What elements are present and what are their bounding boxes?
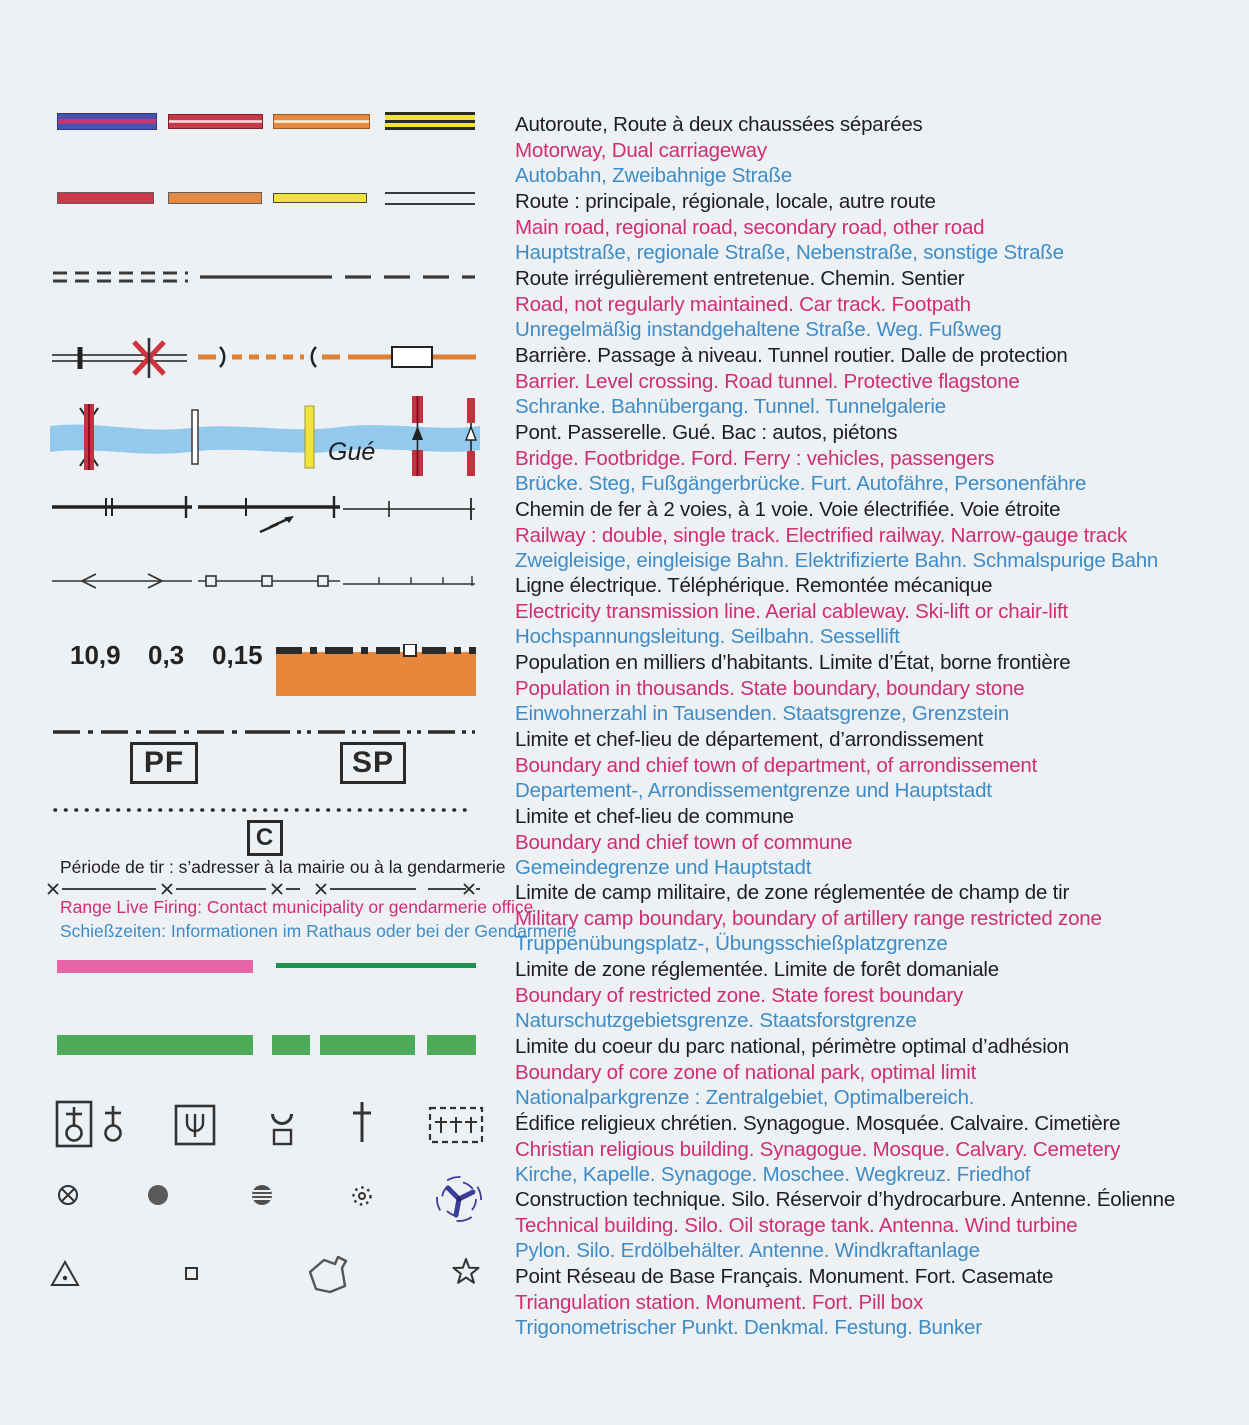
firing-notice-fr: Période de tir : s’adresser à la mairie ou à la gendarmerie — [60, 857, 506, 877]
entry-16-fr: Point Réseau de Base Français. Monument. Fort. Casemate — [515, 1265, 1054, 1288]
entry-15-fr: Construction technique. Silo. Réservoir d’hydrocarbure. Antenne. Éolienne — [515, 1188, 1176, 1211]
other-road-icon — [385, 192, 475, 205]
fort-icon — [308, 1255, 350, 1295]
c-box — [247, 820, 283, 856]
entry-4-fr: Barrière. Passage à niveau. Tunnel routier. Dalle de protection — [515, 344, 1068, 367]
antenna-icon — [350, 1184, 374, 1208]
commune-boundary-icon — [53, 806, 475, 814]
boundary-stone-icon — [404, 644, 416, 656]
protective-flagstone-icon — [348, 344, 476, 370]
legend-entry-11 — [515, 880, 1102, 957]
population-number-1: 10,9 — [70, 640, 121, 670]
dual-yellow-road-icon — [385, 112, 475, 130]
entry-1-en: Motorway, Dual carriageway — [515, 138, 767, 162]
entry-14-fr: Édifice religieux chrétien. Synagogue. Mosquée. Calvaire. Cimetière — [515, 1112, 1121, 1135]
entry-5-en: Bridge. Footbridge. Ford. Ferry : vehicles, passengers — [515, 446, 995, 470]
state-forest-icon — [276, 963, 476, 968]
railway-narrow-gauge-icon — [343, 498, 475, 522]
footbridge-icon — [192, 410, 198, 464]
entry-6-de: Zweigleisige, eingleisige Bahn. Elektrifizierte Bahn. Schmalspurige Bahn — [515, 549, 1159, 573]
footpath-icon — [345, 274, 475, 280]
ford-label: Gué — [328, 438, 376, 466]
river-crossings-icon — [50, 396, 480, 476]
legend-entry-3 — [515, 266, 1002, 343]
mosque-icon — [266, 1102, 300, 1148]
firing-notice-de: Schießzeiten: Informationen im Rathaus oder bei der Gendarmerie — [60, 921, 577, 941]
railway-electrified-icon — [198, 496, 340, 536]
restricted-zone-icon — [57, 960, 253, 973]
entry-2-en: Main road, regional road, secondary road, other road — [515, 215, 985, 239]
car-track-icon — [200, 274, 332, 280]
park-optimal-dash-3 — [427, 1035, 476, 1055]
entry-15-de: Pylon. Silo. Erdölbehälter. Antenne. Windkraftanlage — [515, 1239, 980, 1263]
population-number-2: 0,3 — [148, 640, 185, 670]
road-tunnel-icon — [198, 344, 340, 370]
calvary-icon — [352, 1102, 372, 1144]
dual-orange-road-icon — [273, 114, 370, 129]
ford-icon — [305, 406, 314, 468]
level-crossing-x-icon — [134, 338, 164, 378]
park-optimal-dash-1 — [272, 1035, 310, 1055]
dual-red-road-icon — [168, 114, 263, 129]
secondary-road-icon — [273, 193, 367, 203]
lightning-arrow — [260, 516, 294, 532]
triangulation-icon — [50, 1260, 80, 1288]
entry-12-fr: Limite de zone réglementée. Limite de forêt domaniale — [515, 958, 999, 981]
entry-8-fr: Population en milliers d’habitants. Limite d’État, borne frontière — [515, 651, 1071, 674]
regional-road-icon — [168, 192, 262, 204]
railway-double-icon — [52, 496, 192, 522]
unmaintained-road-icon — [53, 270, 188, 284]
entry-6-fr: Chemin de fer à 2 voies, à 1 voie. Voie électrifiée. Voie étroite — [515, 498, 1061, 521]
legend-entry-2 — [515, 189, 1064, 266]
legend-entry-15 — [515, 1187, 1175, 1264]
oil-tank-icon — [250, 1183, 274, 1207]
entry-1-de: Autobahn, Zweibahnige Straße — [515, 164, 793, 188]
entry-11-fr: Limite de camp militaire, de zone réglementée de champ de tir — [515, 881, 1070, 904]
entry-3-de: Unregelmäßig instandgehaltene Straße. Weg. Fußweg — [515, 318, 1002, 342]
entry-2-fr: Route : principale, régionale, locale, autre route — [515, 190, 936, 213]
entry-9-en: Boundary and chief town of department, of arrondissement — [515, 753, 1038, 777]
entry-9-de: Departement-, Arrondissementgrenze und Hauptstadt — [515, 779, 992, 803]
legend-entry-4 — [515, 343, 1068, 420]
entry-16-de: Trigonometrischer Punkt. Denkmal. Festung. Bunker — [515, 1316, 982, 1340]
entry-15-en: Technical building. Silo. Oil storage tank. Antenna. Wind turbine — [515, 1213, 1078, 1237]
legend-entry-10 — [515, 804, 852, 881]
legend-entry-9 — [515, 727, 1037, 804]
legend-entry-1 — [515, 112, 923, 189]
legend-entry-13 — [515, 1034, 1069, 1111]
skilift-icon — [343, 574, 475, 588]
entry-10-fr: Limite et chef-lieu de commune — [515, 805, 794, 828]
monument-icon — [184, 1266, 200, 1282]
entry-8-de: Einwohnerzahl in Tausenden. Staatsgrenze, Grenzstein — [515, 702, 1010, 726]
pylon-icon — [56, 1183, 80, 1207]
entry-13-fr: Limite du coeur du parc national, périmètre optimal d’adhésion — [515, 1035, 1069, 1058]
entry-7-en: Electricity transmission line. Aerial cableway. Ski-lift or chair-lift — [515, 599, 1068, 623]
synagogue-icon — [174, 1104, 218, 1148]
population-number-3: 0,15 — [212, 640, 263, 670]
pf-label: PF — [143, 746, 185, 779]
entry-7-de: Hochspannungsleitung. Seilbahn. Sessellift — [515, 625, 900, 649]
power-line-icon — [52, 572, 192, 590]
entry-9-fr: Limite et chef-lieu de département, d’arrondissement — [515, 728, 984, 751]
entry-4-en: Barrier. Level crossing. Road tunnel. Protective flagstone — [515, 369, 1020, 393]
entry-10-en: Boundary and chief town of commune — [515, 830, 853, 854]
entry-8-en: Population in thousands. State boundary, boundary stone — [515, 676, 1025, 700]
entry-5-fr: Pont. Passerelle. Gué. Bac : autos, piétons — [515, 421, 898, 444]
entry-1-fr: Autoroute, Route à deux chaussées séparées — [515, 113, 923, 136]
entry-6-en: Railway : double, single track. Electrified railway. Narrow-gauge track — [515, 523, 1128, 547]
entry-13-de: Nationalparkgrenze : Zentralgebiet, Optimalbereich. — [515, 1086, 975, 1110]
state-boundary-icon — [276, 644, 476, 696]
ferry-passengers-icon — [466, 398, 476, 476]
entry-5-de: Brücke. Steg, Fußgängerbrücke. Furt. Autofähre, Personenfähre — [515, 472, 1087, 496]
cableway-icon — [198, 572, 340, 590]
firing-notice-en: Range Live Firing: Contact municipality or gendarmerie office — [60, 897, 534, 917]
motorway-band-icon — [57, 113, 157, 130]
entry-12-en: Boundary of restricted zone. State forest boundary — [515, 983, 964, 1007]
entry-2-de: Hauptstraße, regionale Straße, Nebenstraße, sonstige Straße — [515, 241, 1064, 265]
sp-box — [340, 742, 406, 784]
legend-entry-7 — [515, 573, 1068, 650]
barrier-and-level-crossing-icon — [52, 338, 192, 378]
entry-13-en: Boundary of core zone of national park, optimal limit — [515, 1060, 977, 1084]
entry-3-en: Road, not regularly maintained. Car track. Footpath — [515, 292, 971, 316]
cemetery-icon — [428, 1104, 486, 1146]
wind-turbine-icon — [432, 1172, 486, 1226]
main-road-icon — [57, 192, 154, 204]
entry-11-de: Truppenübungsplatz-, Übungsschießplatzgrenze — [515, 932, 948, 956]
pf-box — [130, 742, 198, 784]
ferry-vehicles-icon — [412, 396, 423, 476]
silo-icon — [146, 1183, 170, 1207]
entry-7-fr: Ligne électrique. Téléphérique. Remontée mécanique — [515, 574, 993, 597]
legend-entry-14 — [515, 1111, 1120, 1188]
legend-entry-8 — [515, 650, 1070, 727]
park-optimal-dash-2 — [320, 1035, 415, 1055]
legend-entry-5 — [515, 420, 1086, 497]
entry-11-en: Military camp boundary, boundary of artillery range restricted zone — [515, 906, 1102, 930]
pillbox-icon — [452, 1258, 480, 1286]
c-label: C — [255, 824, 275, 851]
entry-3-fr: Route irrégulièrement entretenue. Chemin. Sentier — [515, 267, 965, 290]
entry-4-de: Schranke. Bahnübergang. Tunnel. Tunnelgalerie — [515, 395, 946, 419]
entry-10-de: Gemeindegrenze und Hauptstadt — [515, 856, 812, 880]
entry-12-de: Naturschutzgebietsgrenze. Staatsforstgrenze — [515, 1009, 917, 1033]
park-core-icon — [57, 1035, 253, 1055]
legend-entry-16 — [515, 1264, 1053, 1341]
entry-14-en: Christian religious building. Synagogue. Mosque. Calvary. Cemetery — [515, 1137, 1121, 1161]
department-boundary-icon — [53, 728, 475, 736]
sp-label: SP — [351, 746, 395, 779]
legend-entry-12 — [515, 957, 999, 1034]
legend-entry-6 — [515, 497, 1158, 574]
entry-14-de: Kirche, Kapelle. Synagoge. Moschee. Wegkreuz. Friedhof — [515, 1163, 1031, 1187]
entry-16-en: Triangulation station. Monument. Fort. Pill box — [515, 1290, 924, 1314]
church-icon — [55, 1100, 97, 1150]
chapel-icon — [102, 1104, 126, 1146]
